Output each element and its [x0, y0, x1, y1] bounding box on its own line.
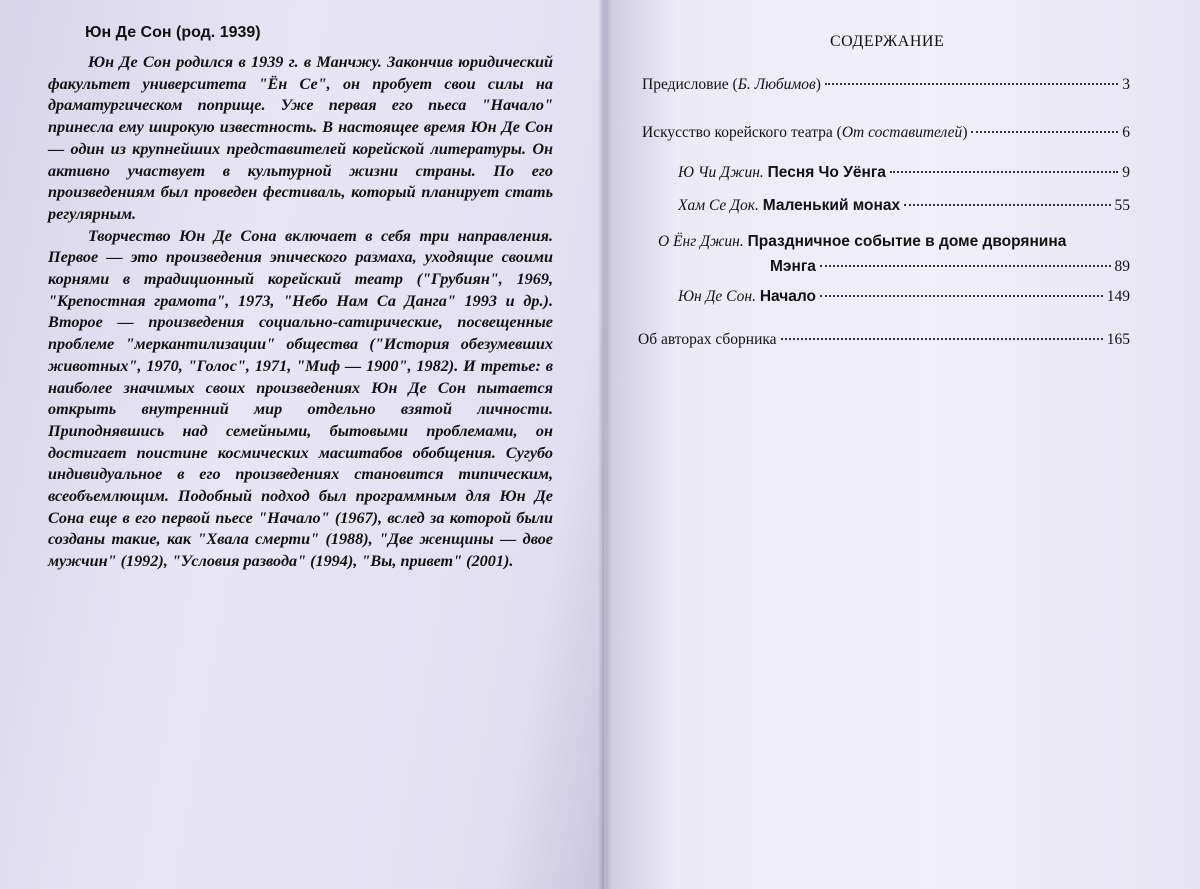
toc-entry[interactable] [638, 331, 1130, 349]
dot-leader [825, 83, 1118, 85]
toc-entry[interactable] [770, 258, 1130, 276]
toc-entry-title: Об авторах сборника [638, 331, 777, 348]
contents-title: СОДЕРЖАНИЕ [830, 33, 945, 50]
toc-page-number: 6 [1122, 124, 1130, 141]
dot-leader [904, 204, 1110, 206]
dot-leader [781, 338, 1103, 340]
toc-page-number: 3 [1122, 76, 1130, 93]
toc-entry-title: О Ёнг Джин. Праздничное событие в доме дворянина [658, 233, 1067, 250]
toc-entry-title-continuation: Мэнга [770, 258, 816, 275]
toc-entry-title: Хам Се Док. Маленький монах [678, 197, 901, 214]
toc-entry-first-line[interactable] [658, 233, 1130, 251]
toc-entry-title: Ю Чи Джин. Песня Чо Уёнга [678, 164, 886, 181]
dot-leader [971, 131, 1118, 133]
toc-entry[interactable] [678, 197, 1130, 215]
toc-page-number: 149 [1106, 288, 1130, 305]
dot-leader [890, 171, 1118, 173]
toc-page-number: 9 [1122, 164, 1130, 181]
toc-entry[interactable] [678, 288, 1130, 306]
toc-page-number: 89 [1114, 258, 1130, 275]
toc-entry-title: Юн Де Сон. Начало [678, 288, 816, 305]
toc-entry[interactable] [642, 76, 1130, 94]
toc-page-number: 165 [1106, 331, 1130, 348]
toc-entry-title: Предисловие (Б. Любимов) [642, 76, 821, 93]
toc-entry[interactable] [642, 124, 1130, 142]
author-heading: Юн Де Сон (род. 1939) [85, 24, 261, 41]
biography-paragraph-1: Юн Де Сон родился в 1939 г. в Манчжу. Закончив юридический факультет университета "Ён Се", он пробует свои силы на драматургическом поприще. Уже первая его пьеса "Начало" принесла ему широкую известность. В настоящее время Юн Де Сон — один из крупнейших представителей корейской литературы. Он активно участвует в культурной жизни страны. По его произведениям был проведен фестиваль, который планирует стать регулярным. [48, 53, 553, 223]
toc-entry[interactable] [678, 164, 1130, 182]
toc-entry-title: Искусство корейского театра (От составителей) [642, 124, 968, 141]
toc-page-number: 55 [1114, 197, 1130, 214]
biography-paragraph-2: Творчество Юн Де Сона включает в себя три направления. Первое — это произведения эпического размаха, уходящие своими корнями в традиционный корейский театр ("Грубиян", 1969, "Крепостная грамота", 1973, "Небо Нам Са Данга" 1993 и др.). Второе — произведения социально-сатирические, посвещенные проблеме "меркантилизации" общества ("История обезумевших животных", 1970, "Голос", 1971, "Миф — 1900", 1982). И третье: в наиболее значимых своих произведениях Юн Де Сон пытается открыть внутренний мир отдельно взятой личности. Приподнявшись над семейными, бытовыми проблемами, он достигает поистине космических масштабов обобщения. Сугубо индивидуальное в его произведениях становится типическим, всеобъемлющим. Подобный подход был программным для Юн Де Сона еще в его первой пьесе "Начало" (1967), вслед за которой были созданы такие, как "Хвала смерти" (1988), "Две женщины — двое мужчин" (1992), "Условия развода" (1994), "Вы, привет" (2001). [48, 226, 553, 571]
dot-leader [820, 265, 1111, 267]
dot-leader [820, 295, 1103, 297]
